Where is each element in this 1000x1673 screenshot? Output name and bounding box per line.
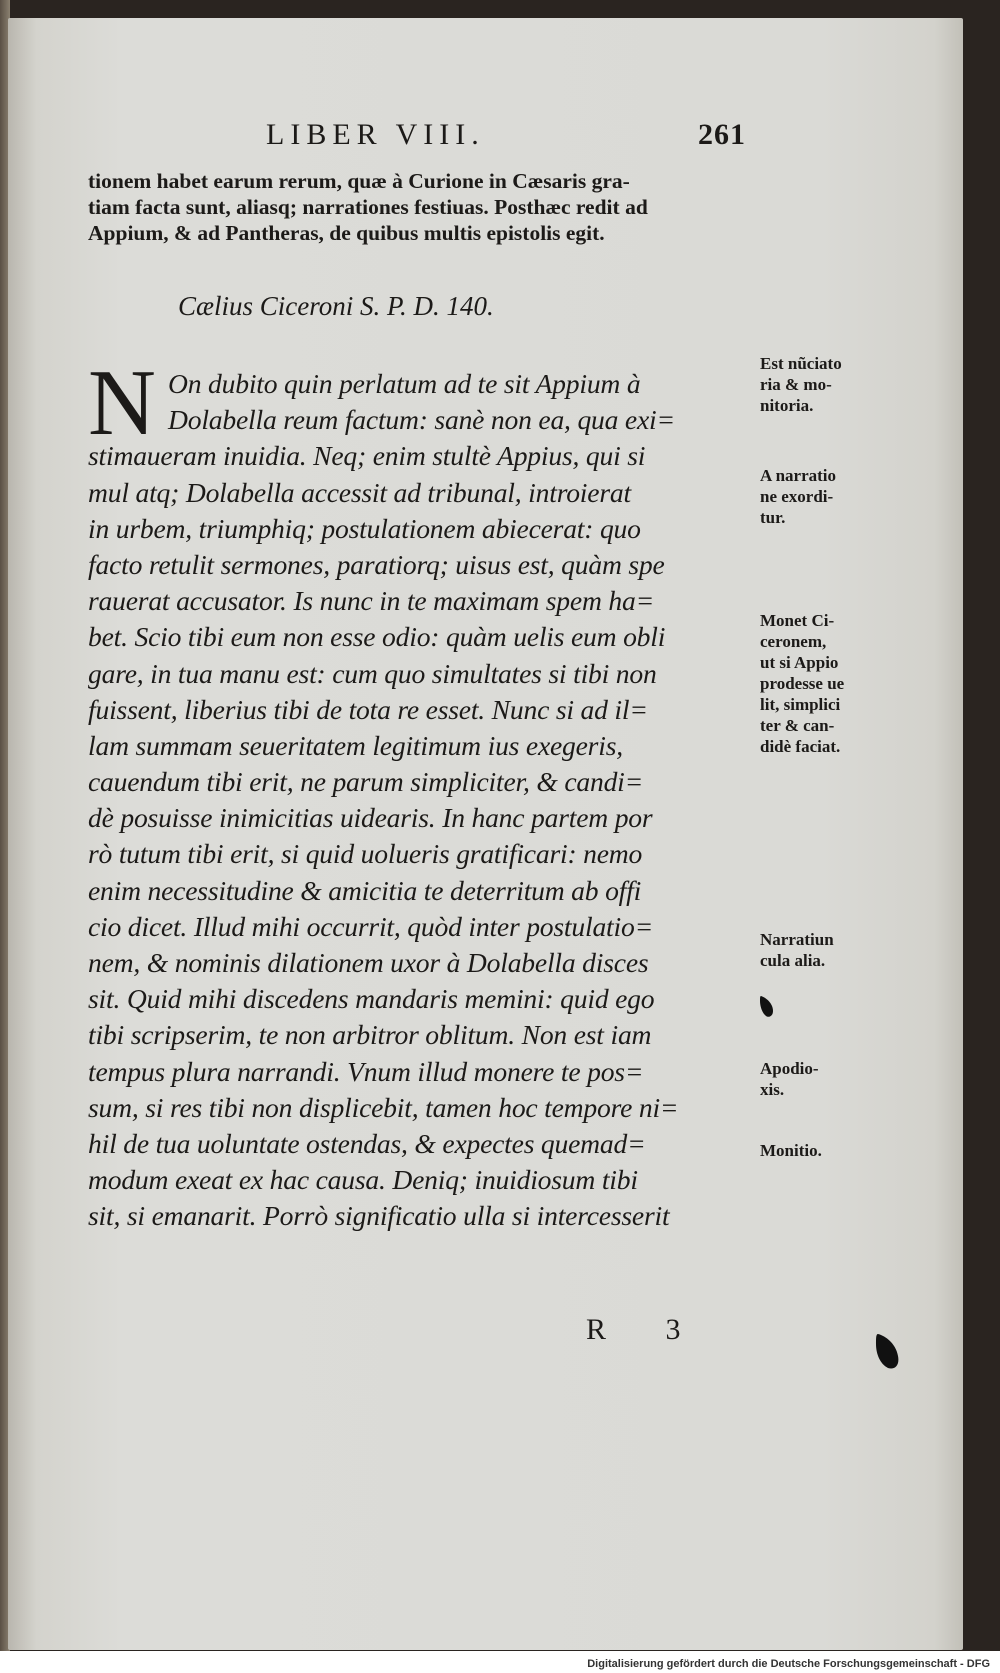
body-line: mul atq; Dolabella accessit ad tribunal, introierat bbox=[88, 476, 631, 508]
margin-note-line: Monet Ci- bbox=[760, 611, 835, 630]
body-line: nem, & nominis dilationem uxor à Dolabella disces bbox=[88, 947, 649, 978]
body-line: stimaueram inuidia. Neq; enim stultè Appius, qui si bbox=[88, 440, 646, 472]
margin-note-line: ut si Appio bbox=[760, 653, 839, 672]
body-line: dè posuisse inimicitias uidearis. In hanc partem por bbox=[88, 802, 653, 834]
body-line: modum exeat ex hac causa. Deniq; inuidiosum tibi bbox=[88, 1164, 638, 1196]
margin-note-line: cula alia. bbox=[760, 951, 826, 970]
summary-block bbox=[88, 168, 648, 246]
footer-credit: Digitalisierung gefördert durch die Deutsche Forschungsgemeinschaft - DFG bbox=[587, 1658, 990, 1670]
margin-note-line: tur. bbox=[760, 508, 786, 527]
body-line: sit. Quid mihi discedens mandaris memini: quid ego bbox=[88, 983, 655, 1015]
ink-blot-icon bbox=[872, 1330, 902, 1372]
margin-note-line: ria & mo- bbox=[760, 375, 832, 394]
margin-note-line: Monitio. bbox=[760, 1141, 822, 1160]
margin-note-line: didè faciat. bbox=[760, 737, 841, 756]
letter-body bbox=[88, 366, 678, 1235]
body-line: facto retulit sermones, paratiorq; uisus est, quàm spe bbox=[88, 548, 665, 580]
margin-note-line: xis. bbox=[760, 1080, 785, 1099]
margin-note-line: prodesse ue bbox=[760, 674, 845, 693]
body-line: fuissent, liberius tibi de tota re esset. Nunc si ad il= bbox=[88, 693, 648, 725]
letter-heading: Cælius Ciceroni S. P. D. 140. bbox=[178, 291, 494, 321]
body-line: Dolabella reum factum: sanè non ea, qua exi= bbox=[168, 404, 675, 436]
body-line: enim necessitudine & amicitia te deterritum ab offi bbox=[88, 874, 642, 906]
body-line: sit, si emanarit. Porrò significatio ulla si intercesserit bbox=[88, 1200, 670, 1232]
margin-note-line: A narratio bbox=[760, 466, 837, 485]
body-line: cauendum tibi erit, ne parum simpliciter, & candi= bbox=[88, 766, 644, 798]
margin-note bbox=[760, 465, 836, 528]
margin-note-line: nitoria. bbox=[760, 396, 814, 415]
page-number: 261 bbox=[698, 118, 746, 151]
margin-note bbox=[760, 1058, 819, 1100]
margin-note-line: lit, simplici bbox=[760, 695, 841, 714]
body-line: On dubito quin perlatum ad te sit Appium à bbox=[168, 368, 641, 399]
margin-note bbox=[760, 610, 844, 757]
margin-note-line: Narratiun bbox=[760, 930, 834, 949]
book-page bbox=[8, 18, 963, 1650]
body-line: gare, in tua manu est: cum quo simultates si tibi non bbox=[88, 657, 657, 689]
body-line: sum, si res tibi non displicebit, tamen hoc tempore ni= bbox=[88, 1091, 679, 1123]
footer-strip bbox=[0, 1651, 1000, 1673]
margin-note bbox=[760, 1140, 822, 1161]
body-line: cio dicet. Illud mihi occurrit, quòd inter postulatio= bbox=[88, 910, 654, 942]
summary-line: tiam facta sunt, aliasq; narrationes festiuas. Posthæc redit ad bbox=[88, 195, 648, 219]
body-line: tempus plura narrandi. Vnum illud monere te pos= bbox=[88, 1055, 644, 1087]
body-line: lam summam seueritatem legitimum ius exegeris, bbox=[88, 729, 623, 761]
body-line: tibi scripserim, te non arbitror oblitum. Non est iam bbox=[88, 1019, 652, 1051]
body-line: bet. Scio tibi eum non esse odio: quàm uelis eum obli bbox=[88, 621, 666, 653]
margin-note-line: ter & can- bbox=[760, 716, 835, 735]
summary-line: Appium, & ad Pantheras, de quibus multis epistolis egit. bbox=[88, 221, 605, 245]
margin-note-line: ceronem, bbox=[760, 632, 827, 651]
margin-note-line: Apodio- bbox=[760, 1059, 819, 1078]
margin-note bbox=[760, 929, 834, 971]
margin-note-line: ne exordi- bbox=[760, 487, 834, 506]
drop-initial: N bbox=[88, 351, 156, 455]
body-line: in urbem, triumphiq; postulationem abiecerat: quo bbox=[88, 512, 641, 544]
body-line: hil de tua uoluntate ostendas, & expectes quemad= bbox=[88, 1127, 646, 1159]
running-head: LIBER VIII. bbox=[266, 118, 485, 151]
body-line: rò tutum tibi erit, si quid uolueris gratificari: nemo bbox=[88, 838, 643, 870]
signature-mark: R 3 bbox=[586, 1313, 707, 1346]
margin-note bbox=[760, 353, 842, 416]
margin-note-line: Est nũciato bbox=[760, 354, 842, 373]
summary-line: tionem habet earum rerum, quæ à Curione in Cæsaris gra- bbox=[88, 169, 630, 193]
body-line: rauerat accusator. Is nunc in te maximam spem ha= bbox=[88, 585, 654, 617]
ink-blot-icon bbox=[758, 993, 776, 1019]
